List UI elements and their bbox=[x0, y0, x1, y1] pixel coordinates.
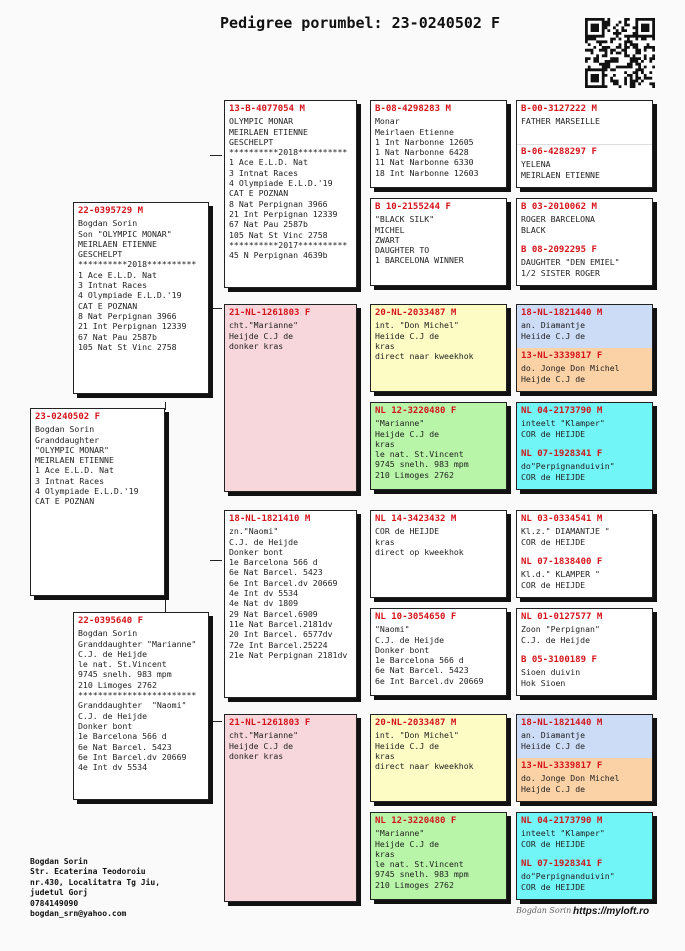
ring-number: 21-NL-1261803 F bbox=[229, 308, 311, 318]
great-grandparent-card[interactable] bbox=[370, 198, 507, 286]
great-grandparent-card[interactable] bbox=[370, 812, 507, 900]
pigeon-description: "BLACK SILK" MICHEL ZWART DAUGHTER TO 1 BARCELONA WINNER bbox=[375, 214, 464, 266]
great-grandparent-card[interactable] bbox=[370, 402, 507, 490]
ring-number: NL 12-3220480 F bbox=[375, 406, 457, 416]
ring-number: B 03-2010062 M bbox=[521, 202, 597, 212]
ancestor-entry[interactable] bbox=[517, 715, 652, 758]
ancestor-entry[interactable] bbox=[517, 609, 652, 652]
great-grandparent-card[interactable] bbox=[370, 714, 507, 802]
pigeon-description: inteelt "Klamper" COR de HEIJDE bbox=[521, 828, 605, 849]
pigeon-description: "Marianne" Heijde C.J de kras le nat. St.Vincent 9745 snelh. 983 mpm 210 Limoges 2762 bbox=[375, 828, 469, 890]
ring-number: B-08-4298283 M bbox=[375, 104, 451, 114]
sire-card[interactable] bbox=[73, 202, 209, 394]
pigeon-description: Kl.z." DIAMANTJE " COR de HEIJDE bbox=[521, 526, 610, 547]
pigeon-description: "Marianne" Heijde C.J de kras le nat. St.Vincent 9745 snelh. 983 mpm 210 Limoges 2762 bbox=[375, 418, 469, 480]
ring-number: NL 12-3220480 F bbox=[375, 816, 457, 826]
pigeon-description: int. "Don Michel" Heiide C.J de kras direct naar kweekhok bbox=[375, 730, 474, 772]
ring-number: NL 07-1928341 F bbox=[521, 449, 603, 459]
ancestor-pair-card bbox=[516, 198, 653, 286]
pigeon-description: Kl.d." KLAMPER " COR de HEIJDE bbox=[521, 569, 600, 590]
ring-number: B-00-3127222 M bbox=[521, 104, 597, 114]
dam-card[interactable] bbox=[73, 612, 209, 800]
pigeon-description: do"Perpignanduivin" COR de HEIJDE bbox=[521, 461, 615, 482]
ancestor-entry[interactable] bbox=[517, 403, 652, 446]
pigeon-description: do. Jonge Don Michel Heijde C.J de bbox=[521, 363, 620, 384]
great-grandparent-card[interactable] bbox=[370, 304, 507, 392]
pigeon-description: Bogdan Sorin Granddaughter "OLYMPIC MONAR" MEIRLAEN ETIENNE 1 Ace E.L.D. Nat 3 Intnat Races 4 Olympiade E.L.D.'19 CAT E POZNAN bbox=[35, 424, 139, 507]
ring-number: 13-NL-3339817 F bbox=[521, 351, 603, 361]
pigeon-description: "Naomi" C.J. de Heijde Donker bont 1e Barcelona 566 d 6e Nat Barcel. 5423 6e Int Barcel.dv 20669 bbox=[375, 624, 484, 686]
ring-number: B-06-4288297 F bbox=[521, 147, 597, 157]
great-grandparent-card[interactable] bbox=[370, 100, 507, 188]
website-link[interactable]: https://myloft.ro bbox=[573, 906, 650, 917]
owner-address: Bogdan Sorin Str. Ecaterina Teodoroiu nr.430, Localitatra Tg Jiu, judetul Gorj 0784149090 bogdan_srn@yahoo.com bbox=[30, 857, 161, 919]
pigeon-description: DAUGHTER "DEN EMIEL" 1/2 SISTER ROGER bbox=[521, 257, 620, 278]
pigeon-description: FATHER MARSEILLE bbox=[521, 116, 600, 127]
ancestor-entry[interactable] bbox=[517, 856, 652, 899]
ancestor-entry[interactable] bbox=[517, 101, 652, 145]
ring-number: 13-NL-3339817 F bbox=[521, 761, 603, 771]
ring-number: NL 01-0127577 M bbox=[521, 612, 603, 622]
pigeon-description: OLYMPIC MONAR MEIRLAEN ETIENNE GESCHELPT **********2018********** 1 Ace E.L.D. Nat 3 Intnat Races 4 Olympiade E.L.D.'19 CAT E POZNAN 8 Nat Perpignan 3966 21 Int Perpignan 12339 67 Nat Pau 2587b 105 Nat St Vinc 2758 **********2017********** 45 N Perpignan 4639b bbox=[229, 116, 348, 261]
ancestor-pair-card bbox=[516, 714, 653, 802]
pigeon-description: YELENA MEIRLAEN ETIENNE bbox=[521, 159, 600, 180]
subject-card[interactable] bbox=[30, 408, 165, 596]
ring-number: 21-NL-1261803 F bbox=[229, 718, 311, 728]
ancestor-entry[interactable] bbox=[517, 511, 652, 554]
ring-number: 13-B-4077054 M bbox=[229, 104, 305, 114]
pigeon-description: int. "Don Michel" Heiide C.J de kras direct naar kweekhok bbox=[375, 320, 474, 362]
great-grandparent-card[interactable] bbox=[370, 510, 507, 598]
ring-number: 20-NL-2033487 M bbox=[375, 718, 457, 728]
ancestor-entry[interactable] bbox=[517, 348, 652, 391]
ring-number: NL 04-2173790 M bbox=[521, 406, 603, 416]
ring-number: NL 03-0334541 M bbox=[521, 514, 603, 524]
ancestor-entry[interactable] bbox=[517, 446, 652, 489]
pigeon-description: do. Jonge Don Michel Heijde C.J de bbox=[521, 773, 620, 794]
pigeon-description: Bogdan Sorin Granddaughter "Marianne" C.J. de Heijde le nat. St.Vincent 9745 snelh. 983 mpm 210 Limoges 2762 ************************ Granddaughter "Naomi" C.J. de Heijde Donker bont 1e Barcelona 566 d 6e Nat Barcel. 5423 6e Int Barcel.dv 20669 4e Int dv 5534 bbox=[78, 628, 197, 773]
ring-number: NL 10-3054650 F bbox=[375, 612, 457, 622]
ancestor-pair-card bbox=[516, 100, 653, 188]
pigeon-description: Sioen duivin Hok Sioen bbox=[521, 667, 581, 688]
ancestor-entry[interactable] bbox=[517, 305, 652, 348]
pigeon-description: ROGER BARCELONA BLACK bbox=[521, 214, 595, 235]
page-title: Pedigree porumbel: 23-0240502 F bbox=[220, 14, 500, 32]
ring-number: B 10-2155244 F bbox=[375, 202, 451, 212]
connector-line bbox=[165, 402, 166, 410]
connector-line bbox=[210, 155, 222, 309]
pigeon-description: Zoon "Perpignan" C.J. de Heijde bbox=[521, 624, 600, 645]
ancestor-pair-card bbox=[516, 608, 653, 696]
ancestor-entry[interactable] bbox=[517, 652, 652, 695]
pigeon-description: Monar Meirlaen Etienne 1 Int Narbonne 12605 1 Nat Narbonne 6428 11 Nat Narbonne 6330 18 Int Narbonne 12603 bbox=[375, 116, 479, 178]
ring-number: 22-0395729 M bbox=[78, 206, 144, 216]
grandparent-card[interactable] bbox=[224, 100, 357, 288]
ancestor-pair-card bbox=[516, 304, 653, 392]
ancestor-pair-card bbox=[516, 510, 653, 598]
ring-number: NL 07-1928341 F bbox=[521, 859, 603, 869]
pigeon-description: an. Diamantje Heiide C.J de bbox=[521, 730, 586, 751]
ring-number: B 08-2092295 F bbox=[521, 245, 597, 255]
signature: Bogdan Sorin bbox=[516, 906, 572, 915]
great-grandparent-card[interactable] bbox=[370, 608, 507, 696]
qr-code-icon bbox=[585, 18, 655, 88]
ring-number: 18-NL-1821410 M bbox=[229, 514, 311, 524]
pigeon-description: inteelt "Klamper" COR de HEIJDE bbox=[521, 418, 605, 439]
ancestor-entry[interactable] bbox=[517, 813, 652, 856]
grandparent-card[interactable] bbox=[224, 714, 357, 902]
connector-line bbox=[210, 560, 222, 722]
pigeon-description: zn."Naomi" C.J. de Heijde Donker bont 1e Barcelona 566 d 6e Nat Barcel. 5423 6e Int Barcel.dv 20669 4e Int dv 5534 4e Nat dv 1809 29 Nat Barcel.6909 11e Nat Barcel.2181dv 20 Int Barcel. 6577dv 72e Int Barcel.25224 21e Nat Perpignan 2181dv bbox=[229, 526, 348, 660]
pigeon-description: cht."Marianne" Heijde C.J de donker kras bbox=[229, 320, 299, 351]
ring-number: NL 07-1838400 F bbox=[521, 557, 603, 567]
ring-number: 20-NL-2033487 M bbox=[375, 308, 457, 318]
ancestor-pair-card bbox=[516, 402, 653, 490]
connector-line bbox=[165, 596, 166, 612]
ring-number: 18-NL-1821440 M bbox=[521, 308, 603, 318]
ancestor-entry[interactable] bbox=[517, 758, 652, 801]
ancestor-entry[interactable] bbox=[517, 199, 652, 242]
pigeon-description: do"Perpignanduivin" COR de HEIJDE bbox=[521, 871, 615, 892]
ancestor-entry[interactable] bbox=[517, 242, 652, 285]
ring-number: 23-0240502 F bbox=[35, 412, 101, 422]
ring-number: NL 14-3423432 M bbox=[375, 514, 457, 524]
ancestor-entry[interactable] bbox=[517, 554, 652, 597]
grandparent-card[interactable] bbox=[224, 510, 357, 698]
ring-number: 18-NL-1821440 M bbox=[521, 718, 603, 728]
grandparent-card[interactable] bbox=[224, 304, 357, 492]
pigeon-description: cht."Marianne" Heijde C.J de donker kras bbox=[229, 730, 299, 761]
ring-number: NL 04-2173790 M bbox=[521, 816, 603, 826]
ancestor-pair-card bbox=[516, 812, 653, 900]
pigeon-description: COR de HEIJDE kras direct op kweekhok bbox=[375, 526, 464, 557]
ancestor-entry[interactable] bbox=[517, 144, 652, 187]
ring-number: B 05-3100189 F bbox=[521, 655, 597, 665]
ring-number: 22-0395640 F bbox=[78, 616, 144, 626]
pigeon-description: Bogdan Sorin Son "OLYMPIC MONAR" MEIRLAEN ETIENNE GESCHELPT **********2018********** 1 Ace E.L.D. Nat 3 Intnat Races 4 Olympiade E.L.D.'19 CAT E POZNAN 8 Nat Perpignan 3966 21 Int Perpignan 12339 67 Nat Pau 2587b 105 Nat St Vinc 2758 bbox=[78, 218, 197, 352]
pigeon-description: an. Diamantje Heiide C.J de bbox=[521, 320, 586, 341]
